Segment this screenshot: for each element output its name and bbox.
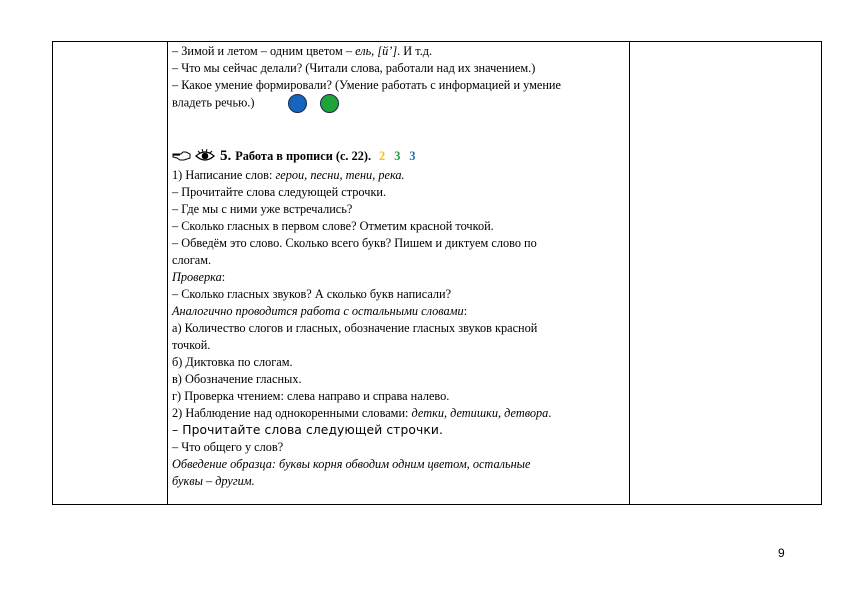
text-line: 1) Написание слов: герои, песни, тени, река. [172,168,405,182]
text-line: точкой. [172,338,211,352]
text-line: – Что мы сейчас делали? (Читали слова, работали над их значением.) [172,61,536,75]
text-line: – Где мы с ними уже встречались? [172,202,353,216]
text-line: – Сколько гласных звуков? А сколько букв написали? [172,287,452,301]
text-line: владеть речью.) [172,94,624,113]
text-line: – Прочитайте слова следующей строчки. [172,423,443,437]
text-line: – Что общего у слов? [172,440,284,454]
text-line: – Обведём это слово. Сколько всего букв? Пишем и диктуем слово по [172,236,537,250]
section-number: 5. [220,147,232,164]
column-divider [167,42,168,504]
text-line: – Сколько гласных в первом слове? Отметим красной точкой. [172,219,494,233]
eye-icon [194,148,216,164]
section-title: Работа в прописи (с. 22). [235,148,372,163]
text-line: а) Количество слогов и гласных, обозначение гласных звуков красной [172,321,538,335]
text-line: Аналогично проводится работа с остальными словами: [172,304,468,318]
level-mark: 3 [394,148,401,163]
text-line: – Зимой и летом – одним цветом – ель, [й’]. И т.д. [172,44,433,58]
text-line: Обведение образца: буквы корня обводим одним цветом, остальные [172,457,531,471]
text-line: – Какое умение формировали? (Умение работать с информацией и умение [172,78,561,92]
text-line: б) Диктовка по слогам. [172,355,293,369]
text-line: в) Обозначение гласных. [172,372,302,386]
level-mark: 3 [409,148,416,163]
green-circle-icon [320,94,339,113]
pointing-hand-icon [172,149,192,163]
level-mark: 2 [379,148,386,163]
section-5-header [172,145,624,167]
column-divider [629,42,630,504]
text-line: – Прочитайте слова следующей строчки. [172,185,387,199]
text-line: слогам. [172,253,212,267]
blue-circle-icon [288,94,307,113]
text-line: 2) Наблюдение над однокоренными словами: детки, детишки, детвора. [172,406,552,420]
text-line: Проверка: [172,270,226,284]
self-assessment-circles [288,94,352,113]
lesson-content-cell [172,43,624,490]
text-line: буквы – другим. [172,474,255,488]
page-number: 9 [778,546,785,560]
text-line: г) Проверка чтением: слева направо и справа налево. [172,389,450,403]
